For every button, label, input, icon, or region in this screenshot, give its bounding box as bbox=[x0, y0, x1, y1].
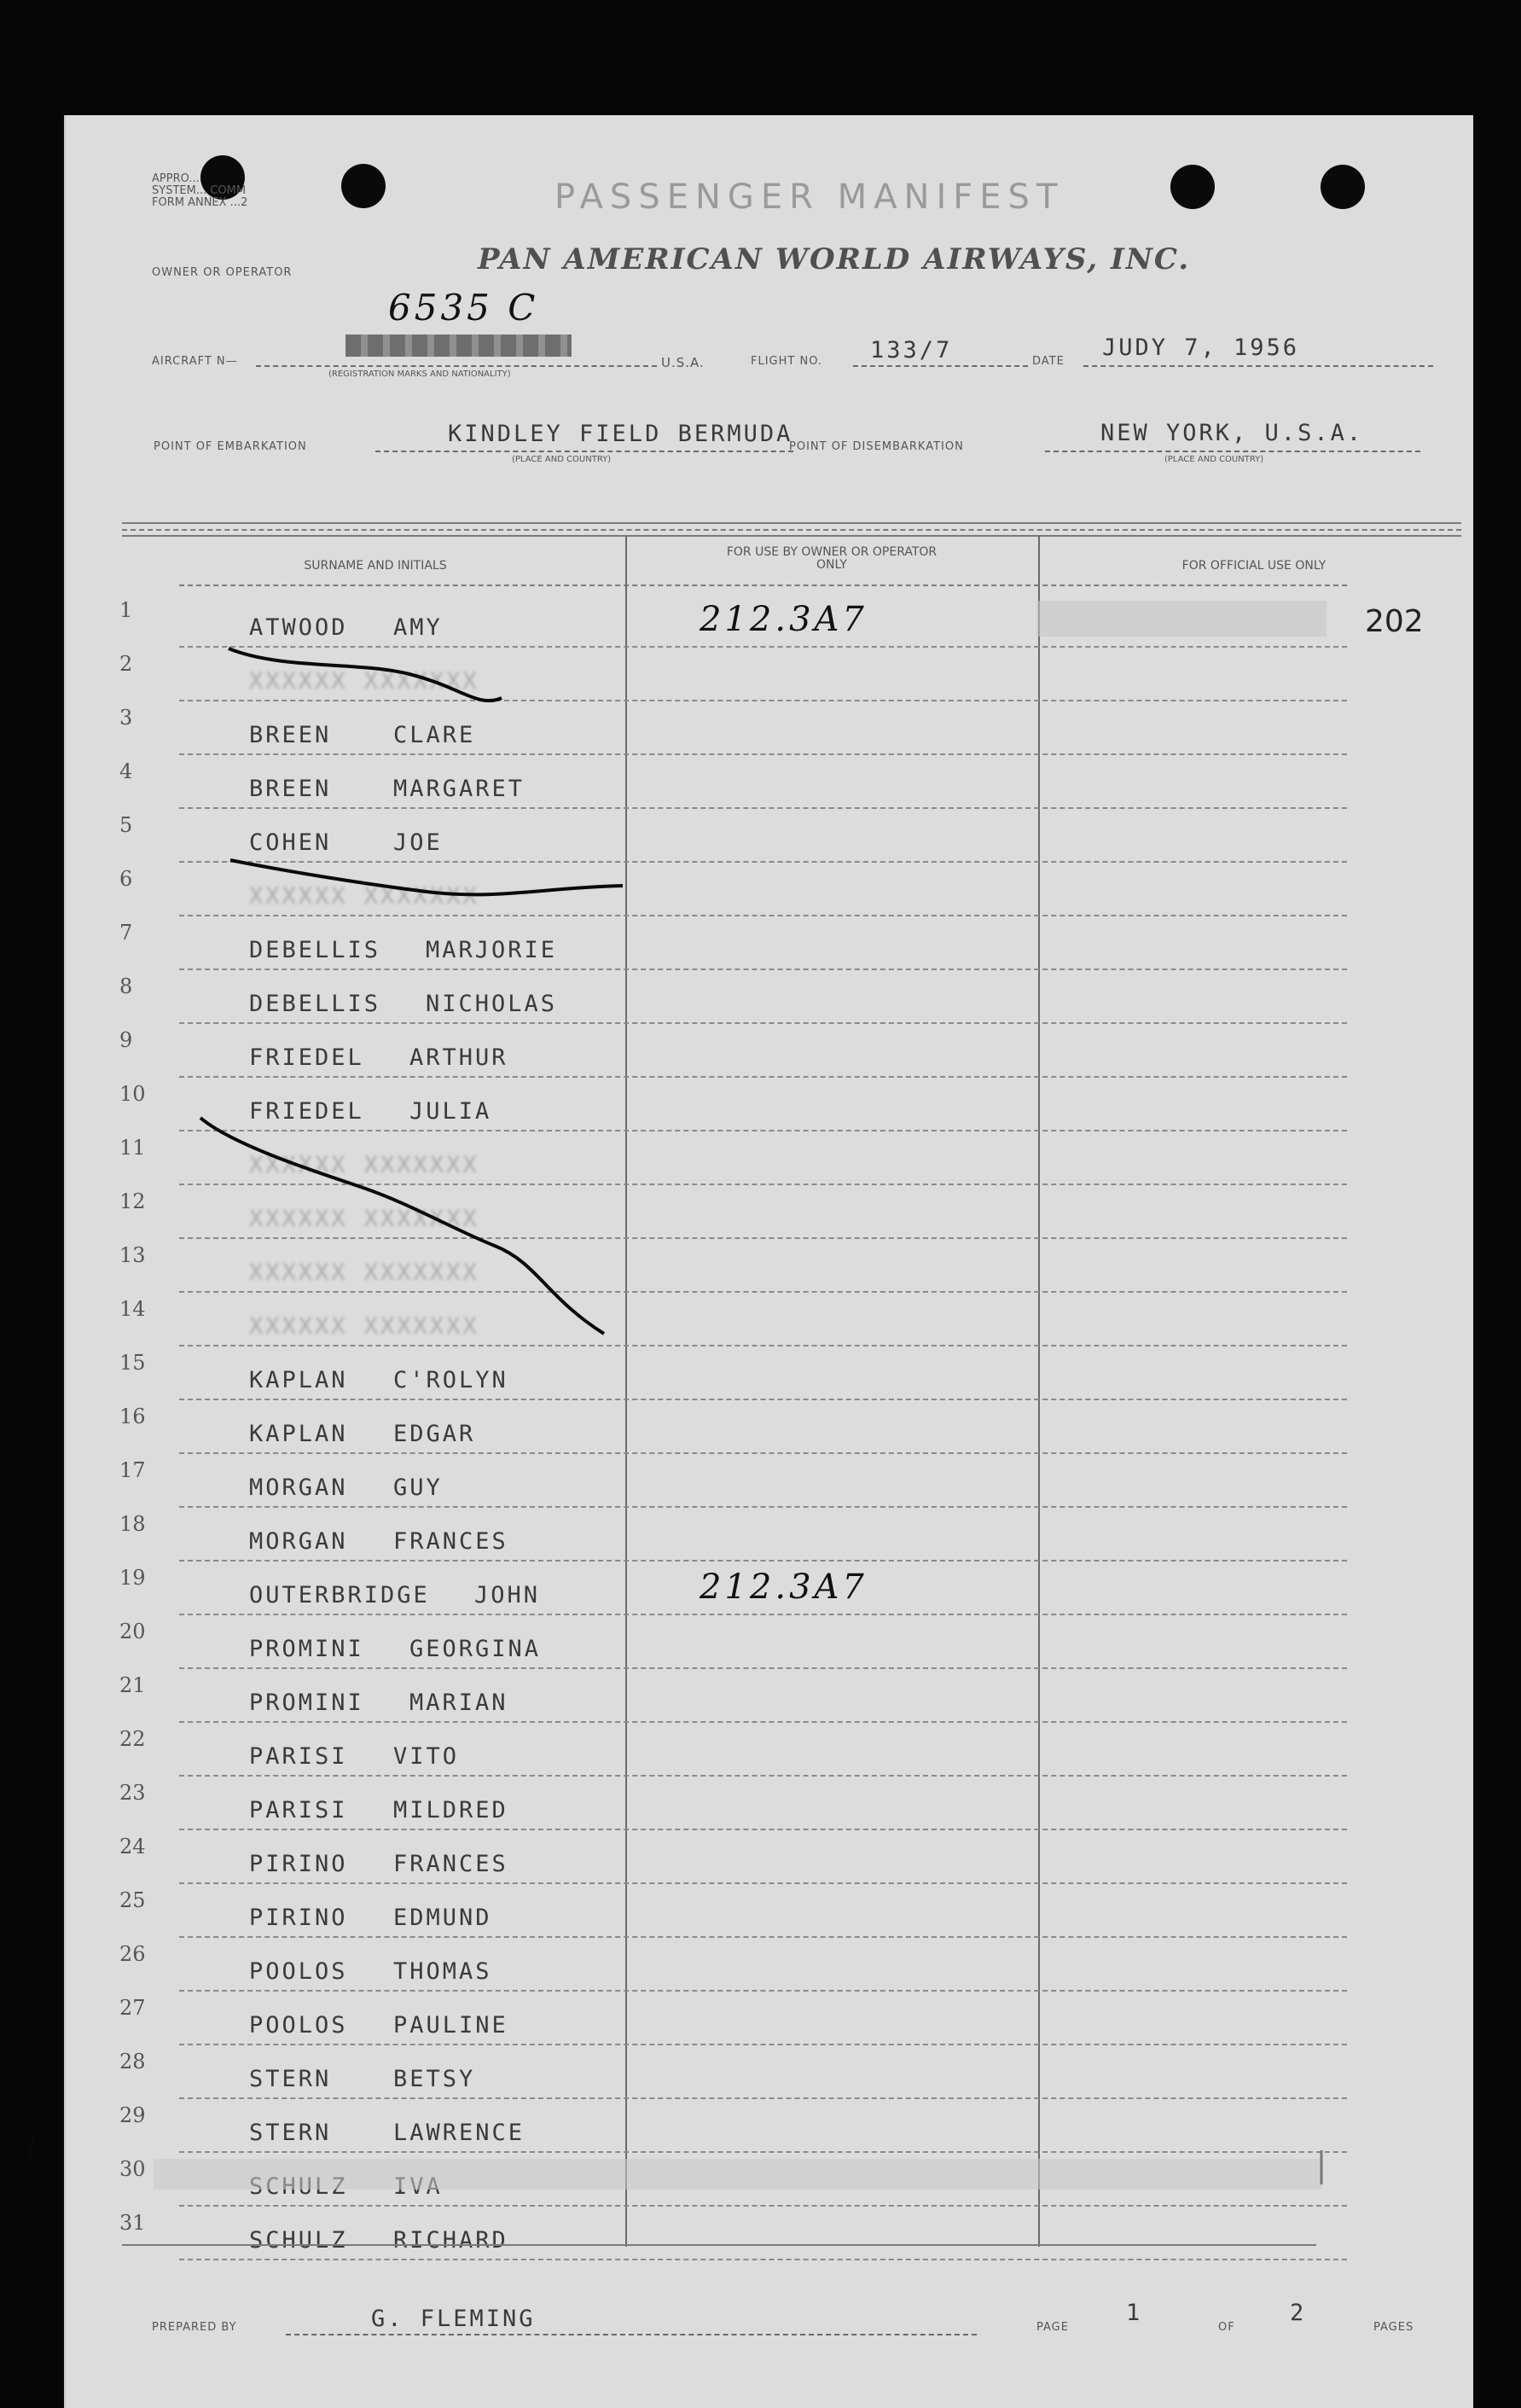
passenger-given-name: CLARE bbox=[393, 722, 476, 748]
column-header-official: FOR OFFICIAL USE ONLY bbox=[1181, 559, 1327, 573]
row-number: 18 bbox=[119, 1512, 146, 1536]
table-bottom-rule bbox=[122, 2244, 1316, 2246]
struck-entry: XXXXXX XXXXXXX bbox=[249, 668, 479, 695]
aircraft-note: (REGISTRATION MARKS AND NATIONALITY) bbox=[328, 369, 511, 379]
passenger-given-name: FRANCES bbox=[393, 1528, 508, 1555]
struck-entry: XXXXXX XXXXXXX bbox=[249, 1152, 479, 1178]
passenger-surname: SCHULZ bbox=[249, 2227, 348, 2254]
passenger-surname: PIRINO bbox=[249, 1851, 348, 1877]
passenger-given-name: GEORGINA bbox=[409, 1636, 542, 1662]
passenger-given-name: LAWRENCE bbox=[393, 2120, 525, 2146]
row-number: 30 bbox=[119, 2157, 146, 2181]
page-total: 2 bbox=[1290, 2300, 1307, 2326]
passenger-given-name: FRANCES bbox=[393, 1851, 508, 1877]
passenger-given-name: C'ROLYN bbox=[393, 1367, 508, 1393]
row-number: 27 bbox=[119, 1996, 146, 2020]
row-number: 4 bbox=[119, 759, 133, 783]
passenger-given-name: MILDRED bbox=[393, 1797, 508, 1823]
form-approval-note: APPRO... SYSTEM... COMM FORM ANNEX ...2 bbox=[152, 172, 248, 209]
strike-line bbox=[230, 860, 623, 894]
operator-name: PAN AMERICAN WORLD AIRWAYS, INC. bbox=[478, 242, 1191, 276]
row-number: 25 bbox=[119, 1888, 146, 1912]
passenger-surname: KAPLAN bbox=[249, 1367, 348, 1393]
column-header-owner: FOR USE BY OWNER OR OPERATOR ONLY bbox=[726, 545, 938, 572]
passenger-surname: STERN bbox=[249, 2120, 332, 2146]
embarkation-point: KINDLEY FIELD BERMUDA bbox=[448, 421, 793, 447]
of-label: OF bbox=[1218, 2321, 1235, 2334]
passenger-given-name: ARTHUR bbox=[409, 1044, 508, 1071]
row-number: 7 bbox=[119, 921, 133, 945]
disembarkation-note: (PLACE AND COUNTRY) bbox=[1164, 455, 1264, 464]
passenger-surname: PROMINI bbox=[249, 1636, 364, 1662]
pages-label: PAGES bbox=[1373, 2321, 1414, 2334]
row-number: 31 bbox=[119, 2211, 146, 2235]
row-number: 29 bbox=[119, 2103, 146, 2127]
disembarkation-label: POINT OF DISEMBARKATION bbox=[789, 440, 964, 453]
flight-number: 133/7 bbox=[870, 337, 953, 364]
row-number: 6 bbox=[119, 867, 133, 891]
passenger-surname: STERN bbox=[249, 2066, 332, 2092]
row-number: 20 bbox=[119, 1620, 146, 1643]
row-number: 9 bbox=[119, 1028, 133, 1052]
passenger-given-name: RICHARD bbox=[393, 2227, 508, 2254]
row-number: 26 bbox=[119, 1942, 146, 1966]
row-number: 3 bbox=[119, 706, 133, 730]
row-number: 28 bbox=[119, 2050, 146, 2074]
aircraft-label: AIRCRAFT N— bbox=[152, 355, 238, 368]
row-number: 21 bbox=[119, 1673, 146, 1697]
date-label: DATE bbox=[1032, 355, 1065, 368]
passenger-given-name: JOHN bbox=[474, 1582, 541, 1608]
passenger-surname: PARISI bbox=[249, 1797, 348, 1823]
struck-entry: XXXXXX XXXXXXX bbox=[249, 1206, 479, 1232]
struck-entry: XXXXXX XXXXXXX bbox=[249, 1259, 479, 1286]
passenger-surname: POOLOS bbox=[249, 1958, 348, 1985]
passenger-given-name: BETSY bbox=[393, 2066, 476, 2092]
row-number: 8 bbox=[119, 974, 133, 998]
passenger-surname: FRIEDEL bbox=[249, 1098, 364, 1125]
flight-label: FLIGHT NO. bbox=[751, 355, 823, 368]
passenger-surname: ATWOOD bbox=[249, 614, 348, 641]
passenger-given-name: MARGARET bbox=[393, 776, 525, 802]
passenger-given-name: JULIA bbox=[409, 1098, 492, 1125]
passenger-surname: OUTERBRIDGE bbox=[249, 1582, 430, 1608]
prepared-by: G. FLEMING bbox=[371, 2306, 536, 2332]
passenger-surname: PROMINI bbox=[249, 1690, 364, 1716]
passenger-surname: BREEN bbox=[249, 776, 332, 802]
aircraft-number: 6535 C bbox=[388, 287, 539, 329]
row-number: 23 bbox=[119, 1781, 146, 1805]
row-number: 19 bbox=[119, 1566, 146, 1590]
passenger-given-name: EDMUND bbox=[393, 1905, 492, 1931]
passenger-surname: POOLOS bbox=[249, 2012, 348, 2039]
passenger-surname: KAPLAN bbox=[249, 1421, 348, 1447]
page-number: 1 bbox=[1126, 2300, 1143, 2326]
passenger-given-name: MARIAN bbox=[409, 1690, 508, 1716]
row-number: 11 bbox=[119, 1136, 146, 1160]
smudge bbox=[1036, 601, 1327, 637]
prepared-underline bbox=[286, 2334, 977, 2335]
strike-line bbox=[229, 649, 502, 701]
passenger-surname: MORGAN bbox=[249, 1474, 348, 1501]
passenger-surname: MORGAN bbox=[249, 1528, 348, 1555]
passenger-surname: COHEN bbox=[249, 829, 332, 856]
struck-entry: XXXXXX XXXXXXX bbox=[249, 883, 479, 910]
operator-code: 212.3A7 bbox=[700, 600, 868, 639]
strike-line bbox=[200, 1118, 604, 1334]
embarkation-label: POINT OF EMBARKATION bbox=[154, 440, 307, 453]
official-number: 202 bbox=[1365, 604, 1424, 639]
row-number: 1 bbox=[119, 598, 133, 622]
row-number: 12 bbox=[119, 1189, 146, 1213]
row-number: 24 bbox=[119, 1835, 146, 1858]
passenger-given-name: PAULINE bbox=[393, 2012, 508, 2039]
row-number: 10 bbox=[119, 1082, 146, 1106]
passenger-given-name: EDGAR bbox=[393, 1421, 476, 1447]
row-number: 2 bbox=[119, 652, 133, 676]
passenger-given-name: THOMAS bbox=[393, 1958, 492, 1985]
operator-code: 212.3A7 bbox=[700, 1568, 868, 1607]
passenger-given-name: GUY bbox=[393, 1474, 443, 1501]
disembarkation-point: NEW YORK, U.S.A. bbox=[1100, 420, 1364, 446]
page-title: PASSENGER MANIFEST bbox=[554, 177, 1065, 217]
row-number: 13 bbox=[119, 1243, 146, 1267]
passenger-given-name: VITO bbox=[393, 1743, 460, 1770]
embarkation-note: (PLACE AND COUNTRY) bbox=[512, 455, 612, 464]
passenger-surname: PIRINO bbox=[249, 1905, 348, 1931]
usa-label: U.S.A. bbox=[661, 355, 705, 370]
row-number: 17 bbox=[119, 1458, 146, 1482]
struck-entry: XXXXXX XXXXXXX bbox=[249, 1313, 479, 1340]
passenger-given-name: JOE bbox=[393, 829, 443, 856]
page-label: PAGE bbox=[1036, 2321, 1069, 2334]
passenger-surname: BREEN bbox=[249, 722, 332, 748]
row-number: 15 bbox=[119, 1351, 146, 1375]
passenger-surname: DEBELLIS bbox=[249, 991, 381, 1017]
row-number: 16 bbox=[119, 1405, 146, 1428]
operator-label: OWNER OR OPERATOR bbox=[152, 266, 293, 279]
row-number: 22 bbox=[119, 1727, 146, 1751]
passenger-given-name: NICHOLAS bbox=[426, 991, 558, 1017]
passenger-surname: PARISI bbox=[249, 1743, 348, 1770]
erased-row bbox=[154, 2159, 1322, 2190]
row-number: 14 bbox=[119, 1297, 146, 1321]
stray-mark bbox=[30, 2138, 34, 2159]
prepared-by-label: PREPARED BY bbox=[152, 2321, 237, 2334]
passenger-surname: FRIEDEL bbox=[249, 1044, 364, 1071]
flight-date: JUDY 7, 1956 bbox=[1102, 334, 1300, 361]
column-header-name: SURNAME AND INITIALS bbox=[304, 559, 447, 573]
passenger-surname: DEBELLIS bbox=[249, 937, 381, 963]
row-number: 5 bbox=[119, 813, 133, 837]
passenger-given-name: MARJORIE bbox=[426, 937, 558, 963]
passenger-given-name: AMY bbox=[393, 614, 443, 641]
